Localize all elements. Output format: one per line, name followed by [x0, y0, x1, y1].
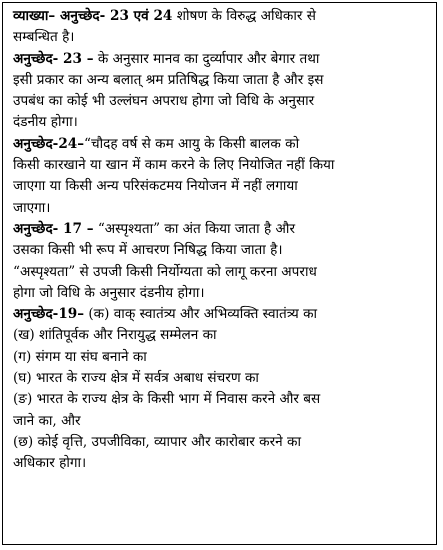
line-text: सम्बन्धित है। — [13, 29, 75, 46]
text-box — [2, 2, 437, 545]
bold-heading: अनुच्छेद-19– — [13, 306, 85, 323]
text-line — [13, 262, 428, 283]
text-line — [13, 155, 428, 176]
text-line — [13, 27, 428, 48]
line-text: दंडनीय होगा। — [13, 114, 78, 131]
line-text: “अस्पृश्यता” से उपजी किसी निर्योग्यता को लागू करना अपराध — [13, 263, 317, 280]
line-text: होगा जो विधि के अनुसार दंडनीय होगा। — [13, 284, 205, 301]
paragraph-article-23 — [13, 49, 428, 134]
line-text: इसी प्रकार का अन्य बलात् श्रम प्रतिषिद्ध किया जाता है और इस — [13, 71, 324, 88]
text-line — [13, 219, 428, 240]
bold-heading: अनुच्छेद- 17 – — [13, 220, 94, 237]
paragraph-article-19 — [13, 304, 428, 474]
text-line — [13, 49, 428, 70]
text-line — [13, 176, 428, 197]
text-line — [13, 411, 428, 432]
text-line — [13, 368, 428, 389]
text-line — [13, 70, 428, 91]
line-text: जाएगा। — [13, 199, 51, 216]
line-text: जाने का, और — [13, 412, 81, 429]
line-text: (घ) भारत के राज्य क्षेत्र में सर्वत्र अबाध संचरण का — [13, 370, 259, 387]
text-line — [13, 325, 428, 346]
text-line — [13, 432, 428, 453]
text-line — [13, 453, 428, 474]
text-line — [13, 240, 428, 261]
text-line — [13, 198, 428, 219]
line-text: जाएगा या किसी अन्य परिसंकटमय नियोजन में नहीं लगाया — [13, 178, 298, 195]
line-text: उसका किसी भी रूप में आचरण निषिद्ध किया जाता है। — [13, 242, 283, 259]
line-text: उपबंध का कोई भी उल्लंघन अपराध होगा जो विधि के अनुसार — [13, 93, 315, 110]
line-text: (क) वाक् स्वातंत्र्य और अभिव्यक्ति स्वातंत्र्य का — [84, 306, 318, 323]
line-text: (छ) कोई वृत्ति, उपजीविका, व्यापार और कारोबार करने का — [13, 433, 301, 450]
line-text: “चौदह वर्ष से कम आयु के किसी बालक को — [84, 135, 300, 152]
line-text: शोषण के विरुद्ध अधिकार से — [172, 8, 316, 24]
text-line — [13, 347, 428, 368]
line-text: (ग) संगम या संघ बनाने का — [13, 348, 147, 365]
line-text: (ख) शांतिपूर्वक और निरायुद्ध सम्मेलन का — [13, 327, 217, 344]
line-text: अधिकार होगा। — [13, 455, 87, 472]
bold-heading: अनुच्छेद-24– — [13, 135, 85, 152]
line-text: के अनुसार मानव का दुर्व्यापार और बेगार तथा — [93, 50, 320, 67]
paragraph-article-24 — [13, 134, 428, 219]
text-line — [13, 91, 428, 112]
text-line — [13, 283, 428, 304]
text-line — [13, 304, 428, 325]
line-text: “अस्पृश्यता” का अंत किया जाता है और — [93, 220, 296, 237]
text-line — [13, 112, 428, 133]
line-text: (ङ) भारत के राज्य क्षेत्र के किसी भाग में निवास करने और बस — [13, 391, 321, 408]
paragraph-articles-23-24-intro — [13, 6, 428, 49]
paragraph-article-17 — [13, 219, 428, 304]
line-text: किसी कारखाने या खान में काम करने के लिए नियोजित नहीं किया — [13, 157, 335, 174]
text-line — [13, 134, 428, 155]
text-line — [13, 389, 428, 410]
text-line — [13, 6, 428, 27]
bold-heading: अनुच्छेद- 23 – — [13, 50, 94, 67]
bold-heading: व्याख्या– अनुच्छेद- 23 एवं 24 — [13, 8, 173, 24]
